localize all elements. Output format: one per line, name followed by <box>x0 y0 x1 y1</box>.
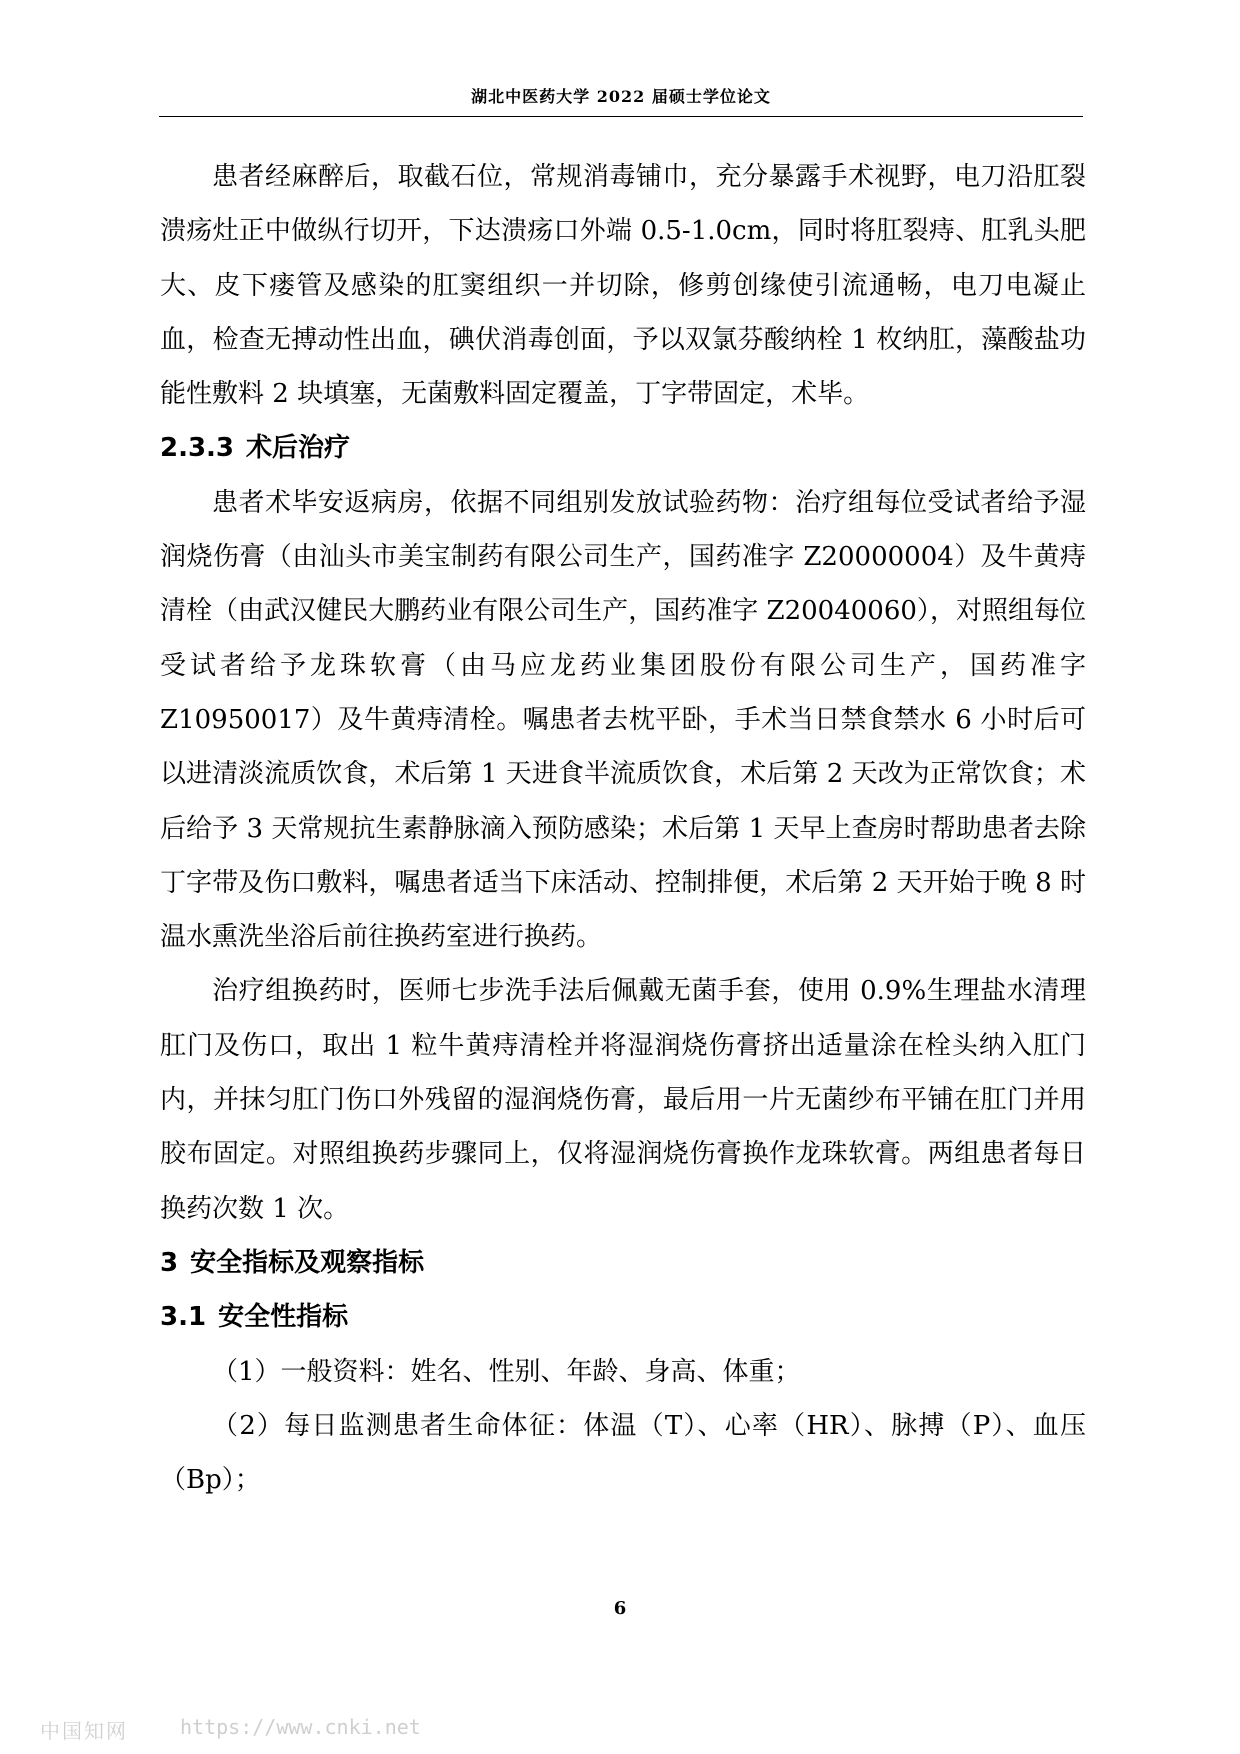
watermark-brand: 中国知网 <box>40 1719 128 1743</box>
section-heading-3 <box>160 1236 1086 1290</box>
section-title: 安全性指标 <box>218 1302 349 1333</box>
section-heading-2-3-3 <box>160 421 1086 475</box>
section-number: 3.1 <box>160 1302 207 1333</box>
page-content <box>160 150 1086 1507</box>
section-heading-3-1 <box>160 1290 1086 1344</box>
paragraph-postoperative-treatment: 患者术毕安返病房，依据不同组别发放试验药物：治疗组每位受试者给予湿润烧伤膏（由汕头市美宝制药有限公司生产，国药准字 Z20000004）及牛黄痔清栓（由武汉健民大鹏药业有限公司生产，国药准字 Z20040060），对照组每位受试者给予龙珠软膏（由马应龙药业集团股份有限公司生产，国药准字 Z10950017）及牛黄痔清栓。嘱患者去枕平卧，手术当日禁食禁水 6 小时后可以进清淡流质饮食，术后第 1 天进食半流质饮食，术后第 2 天改为正常饮食；术后给予 3 天常规抗生素静脉滴入预防感染；术后第 1 天早上查房时帮助患者去除丁字带及伤口敷料，嘱患者适当下床活动、控制排便，术后第 2 天开始于晚 8 时温水熏洗坐浴后前往换药室进行换药。 <box>160 487 1086 953</box>
paragraph-dressing-change: 治疗组换药时，医师七步洗手法后佩戴无菌手套，使用 0.9%生理盐水清理肛门及伤口，取出 1 粒牛黄痔清栓并将湿润烧伤膏挤出适量涂在栓头纳入肛门内，并抹匀肛门伤口外残留的湿润烧伤膏，最后用一片无菌纱布平铺在肛门并用胶布固定。对照组换药步骤同上，仅将湿润烧伤膏换作龙珠软膏。两组患者每日换药次数 1 次。 <box>160 976 1086 1224</box>
running-header <box>159 82 1083 117</box>
list-item-general-info: （1）一般资料：姓名、性别、年龄、身高、体重； <box>212 1356 801 1387</box>
page-number: 6 <box>613 1598 627 1619</box>
list-item-vital-signs: （2）每日监测患者生命体征：体温（T）、心率（HR）、脉搏（P）、血压（Bp）； <box>160 1410 1086 1496</box>
watermark-url: https://www.cnki.net <box>180 1715 421 1739</box>
section-number: 2.3.3 <box>160 433 235 464</box>
paragraph-surgery-procedure: 患者经麻醉后，取截石位，常规消毒铺巾，充分暴露手术视野，电刀沿肛裂溃疡灶正中做纵行切开，下达溃疡口外端 0.5-1.0cm，同时将肛裂痔、肛乳头肥大、皮下瘘管及感染的肛窦组织一并切除，修剪创缘使引流通畅，电刀电凝止血，检查无搏动性出血，碘伏消毒创面，予以双氯芬酸纳栓 1 枚纳肛，藻酸盐功能性敷料 2 块填塞，无菌敷料固定覆盖，丁字带固定，术毕。 <box>160 162 1086 410</box>
section-number: 3 <box>160 1247 179 1278</box>
header-title: 湖北中医药大学 2022 届硕士学位论文 <box>471 87 771 106</box>
section-title: 安全指标及观察指标 <box>190 1247 425 1278</box>
section-title: 术后治疗 <box>246 433 351 464</box>
